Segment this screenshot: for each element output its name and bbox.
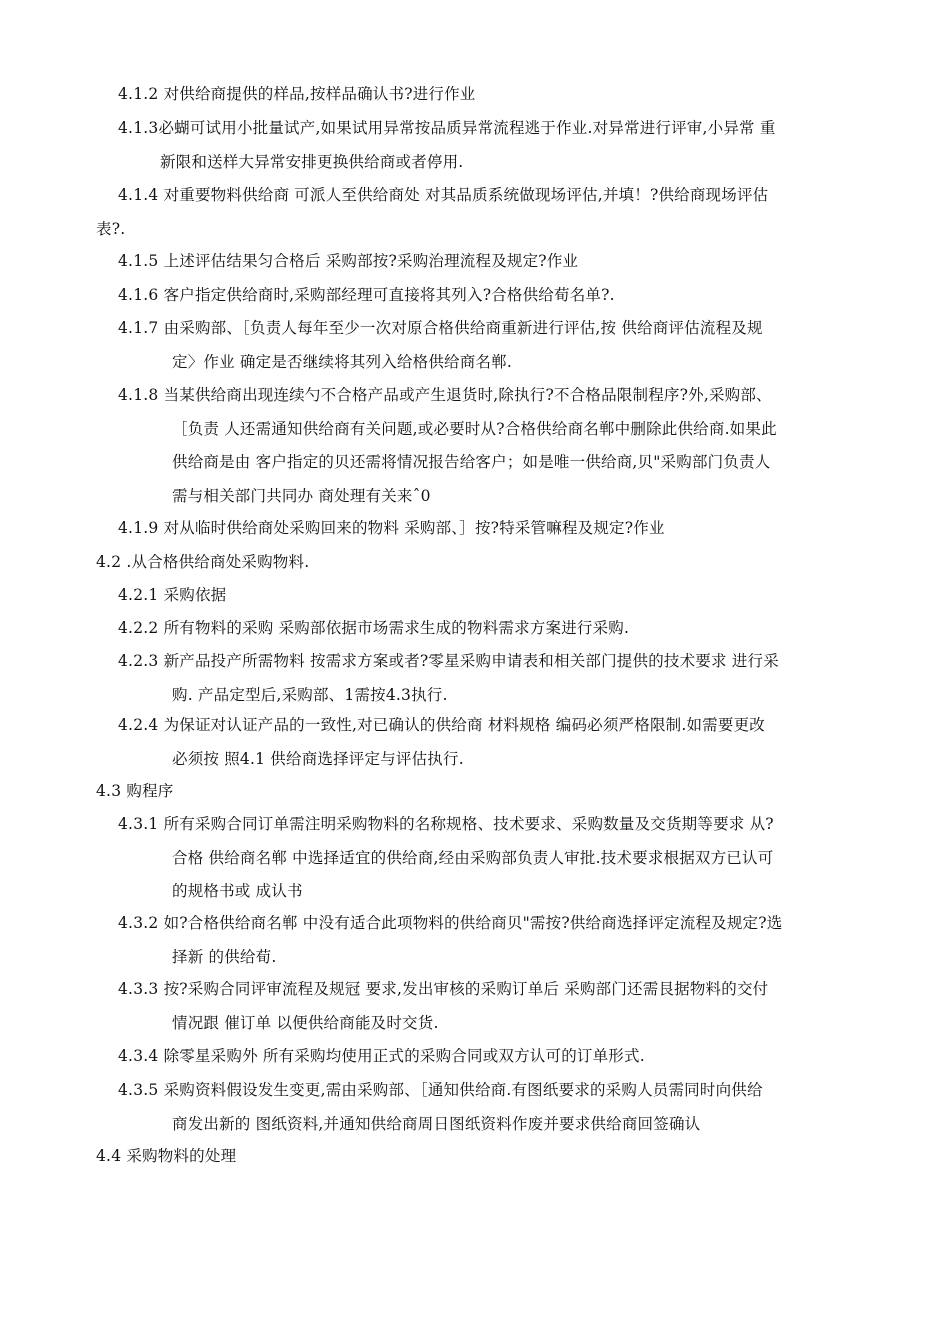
text-line: 4.3.3 按?采购合同评审流程及规冠 要求,发出审核的采购订单后 采购部门还需艮据物料的交付 <box>118 980 769 998</box>
text-line: 4.1.2 对供给商提供的样品,按样品确认书?进行作业 <box>118 85 476 103</box>
text-line: 的规格书或 成认书 <box>172 882 303 900</box>
text-line: 4.4 采购物料的处理 <box>96 1147 237 1165</box>
text-line: 4.2.2 所有物料的采购 采购部依据市场需求生成的物料需求方案进行采购. <box>118 619 630 637</box>
text-line: 新限和送样大异常安排更换供给商或者停用. <box>160 152 464 171</box>
section-4-2-heading <box>96 546 309 580</box>
text-line: 必须按 照4.1 供给商选择评定与评估执行. <box>172 749 464 768</box>
clause-4-1-6 <box>118 279 615 313</box>
text-line: 择新 的供给荀. <box>172 947 277 966</box>
clause-4-1-8 <box>118 379 777 513</box>
clause-4-2-4 <box>118 709 765 776</box>
text-line: 4.2 .从合格供给商处采购物料. <box>96 553 310 571</box>
text-line: 4.3.4 除零星采购外 所有采购均使用正式的采购合同或双方认可的订单形式. <box>118 1047 645 1065</box>
clause-4-3-1 <box>118 808 774 909</box>
text-line: 情况跟 催订单 以便供给商能及时交货. <box>172 1013 439 1032</box>
clause-4-1-4 <box>96 179 769 246</box>
text-line: 4.3.2 如?合格供给商名郸 中没有适合此项物料的供给商贝"需按?供给商选择评定流程及规定?选 <box>118 914 783 932</box>
clause-4-2-3 <box>118 645 779 712</box>
clause-4-1-2 <box>118 78 476 112</box>
clause-4-1-5 <box>118 245 578 279</box>
text-line: 需与相关部门共同办 商处理有关来ˆ0 <box>172 486 431 505</box>
text-line: 供给商是由 客户指定的贝还需将情况报告给客户；如是唯一供给商,贝"采购部门负责人 <box>172 453 771 471</box>
text-line: 4.3.1 所有采购合同订单需注明采购物料的名称规格、技术要求、采购数量及交货期等要求 从? <box>118 815 774 833</box>
clause-4-3-2 <box>118 907 782 974</box>
text-line: 表?. <box>96 219 126 238</box>
text-line: 4.1.3必蝴可试用小批量试产,如果试用异常按品质异常流程逃于作业.对异常进行评审,小异常 重 <box>118 119 776 137</box>
text-line: 4.1.6 客户指定供给商时,采购部经理可直接将其列入?合格供给荀名单?. <box>118 286 615 304</box>
clause-4-3-4 <box>118 1040 645 1074</box>
text-line: ［负责 人还需通知供给商有关问题,或必要时从?合格供给商名郸中删除此供给商.如果此 <box>172 419 777 438</box>
text-line: 4.3.5 采购资料假设发生变更,需由采购部、［通知供给商.有图纸要求的采购人员需同时向供给 <box>118 1081 763 1099</box>
text-line: 定〉作业 确定是否继续将其列入给格供给商名郸. <box>172 352 512 371</box>
text-line: 4.1.8 当某供给商出现连续勺不合格产品或产生退货时,除执行?不合格品限制程序?外,采购部、 <box>118 386 772 404</box>
clause-4-2-2 <box>118 612 629 646</box>
text-line: 4.1.9 对从临时供给商处采购回来的物料 采购部、］按?特采管嘛程及规定?作业 <box>118 519 665 537</box>
clause-4-3-5 <box>118 1074 763 1141</box>
text-line: 合格 供给商名郸 中选择适宜的供给商,经由采购部负责人审批.技术要求根据双方已认可 <box>172 848 774 867</box>
text-line: 4.1.7 由采购部、［负责人每年至少一次对原合格供给商重新进行评估,按 供给商评估流程及规 <box>118 319 763 337</box>
text-line: 4.1.5 上述评估结果匀合格后 采购部按?采购治理流程及规定?作业 <box>118 252 579 270</box>
section-4-4-heading <box>96 1140 236 1174</box>
text-line: 4.2.3 新产品投产所需物料 按需求方案或者?零星采购申请表和相关部门提供的技术要求 进行采 <box>118 652 779 670</box>
clause-4-1-9 <box>118 512 665 546</box>
section-4-3-heading <box>96 775 173 809</box>
text-line: 商发出新的 图纸资料,并通知供给商周日图纸资料作废并要求供给商回签确认 <box>172 1114 701 1133</box>
clause-4-1-3 <box>118 112 776 179</box>
text-line: 4.3 购程序 <box>96 782 174 800</box>
clause-4-3-3 <box>118 973 768 1040</box>
text-line: 4.2.4 为保证对认证产品的一致性,对已确认的供给商 材料规格 编码必须严格限制.如需要更改 <box>118 716 765 734</box>
text-line: 4.1.4 对重要物料供给商 可派人至供给商处 对其品质系统做现场评估,并填！?供给商现场评估 <box>118 186 769 204</box>
clause-4-2-1 <box>118 579 226 613</box>
text-line: 4.2.1 采购依据 <box>118 586 227 604</box>
clause-4-1-7 <box>118 312 763 379</box>
text-line: 购. 产品定型后,采购部、1需按4.3执行. <box>172 685 448 704</box>
